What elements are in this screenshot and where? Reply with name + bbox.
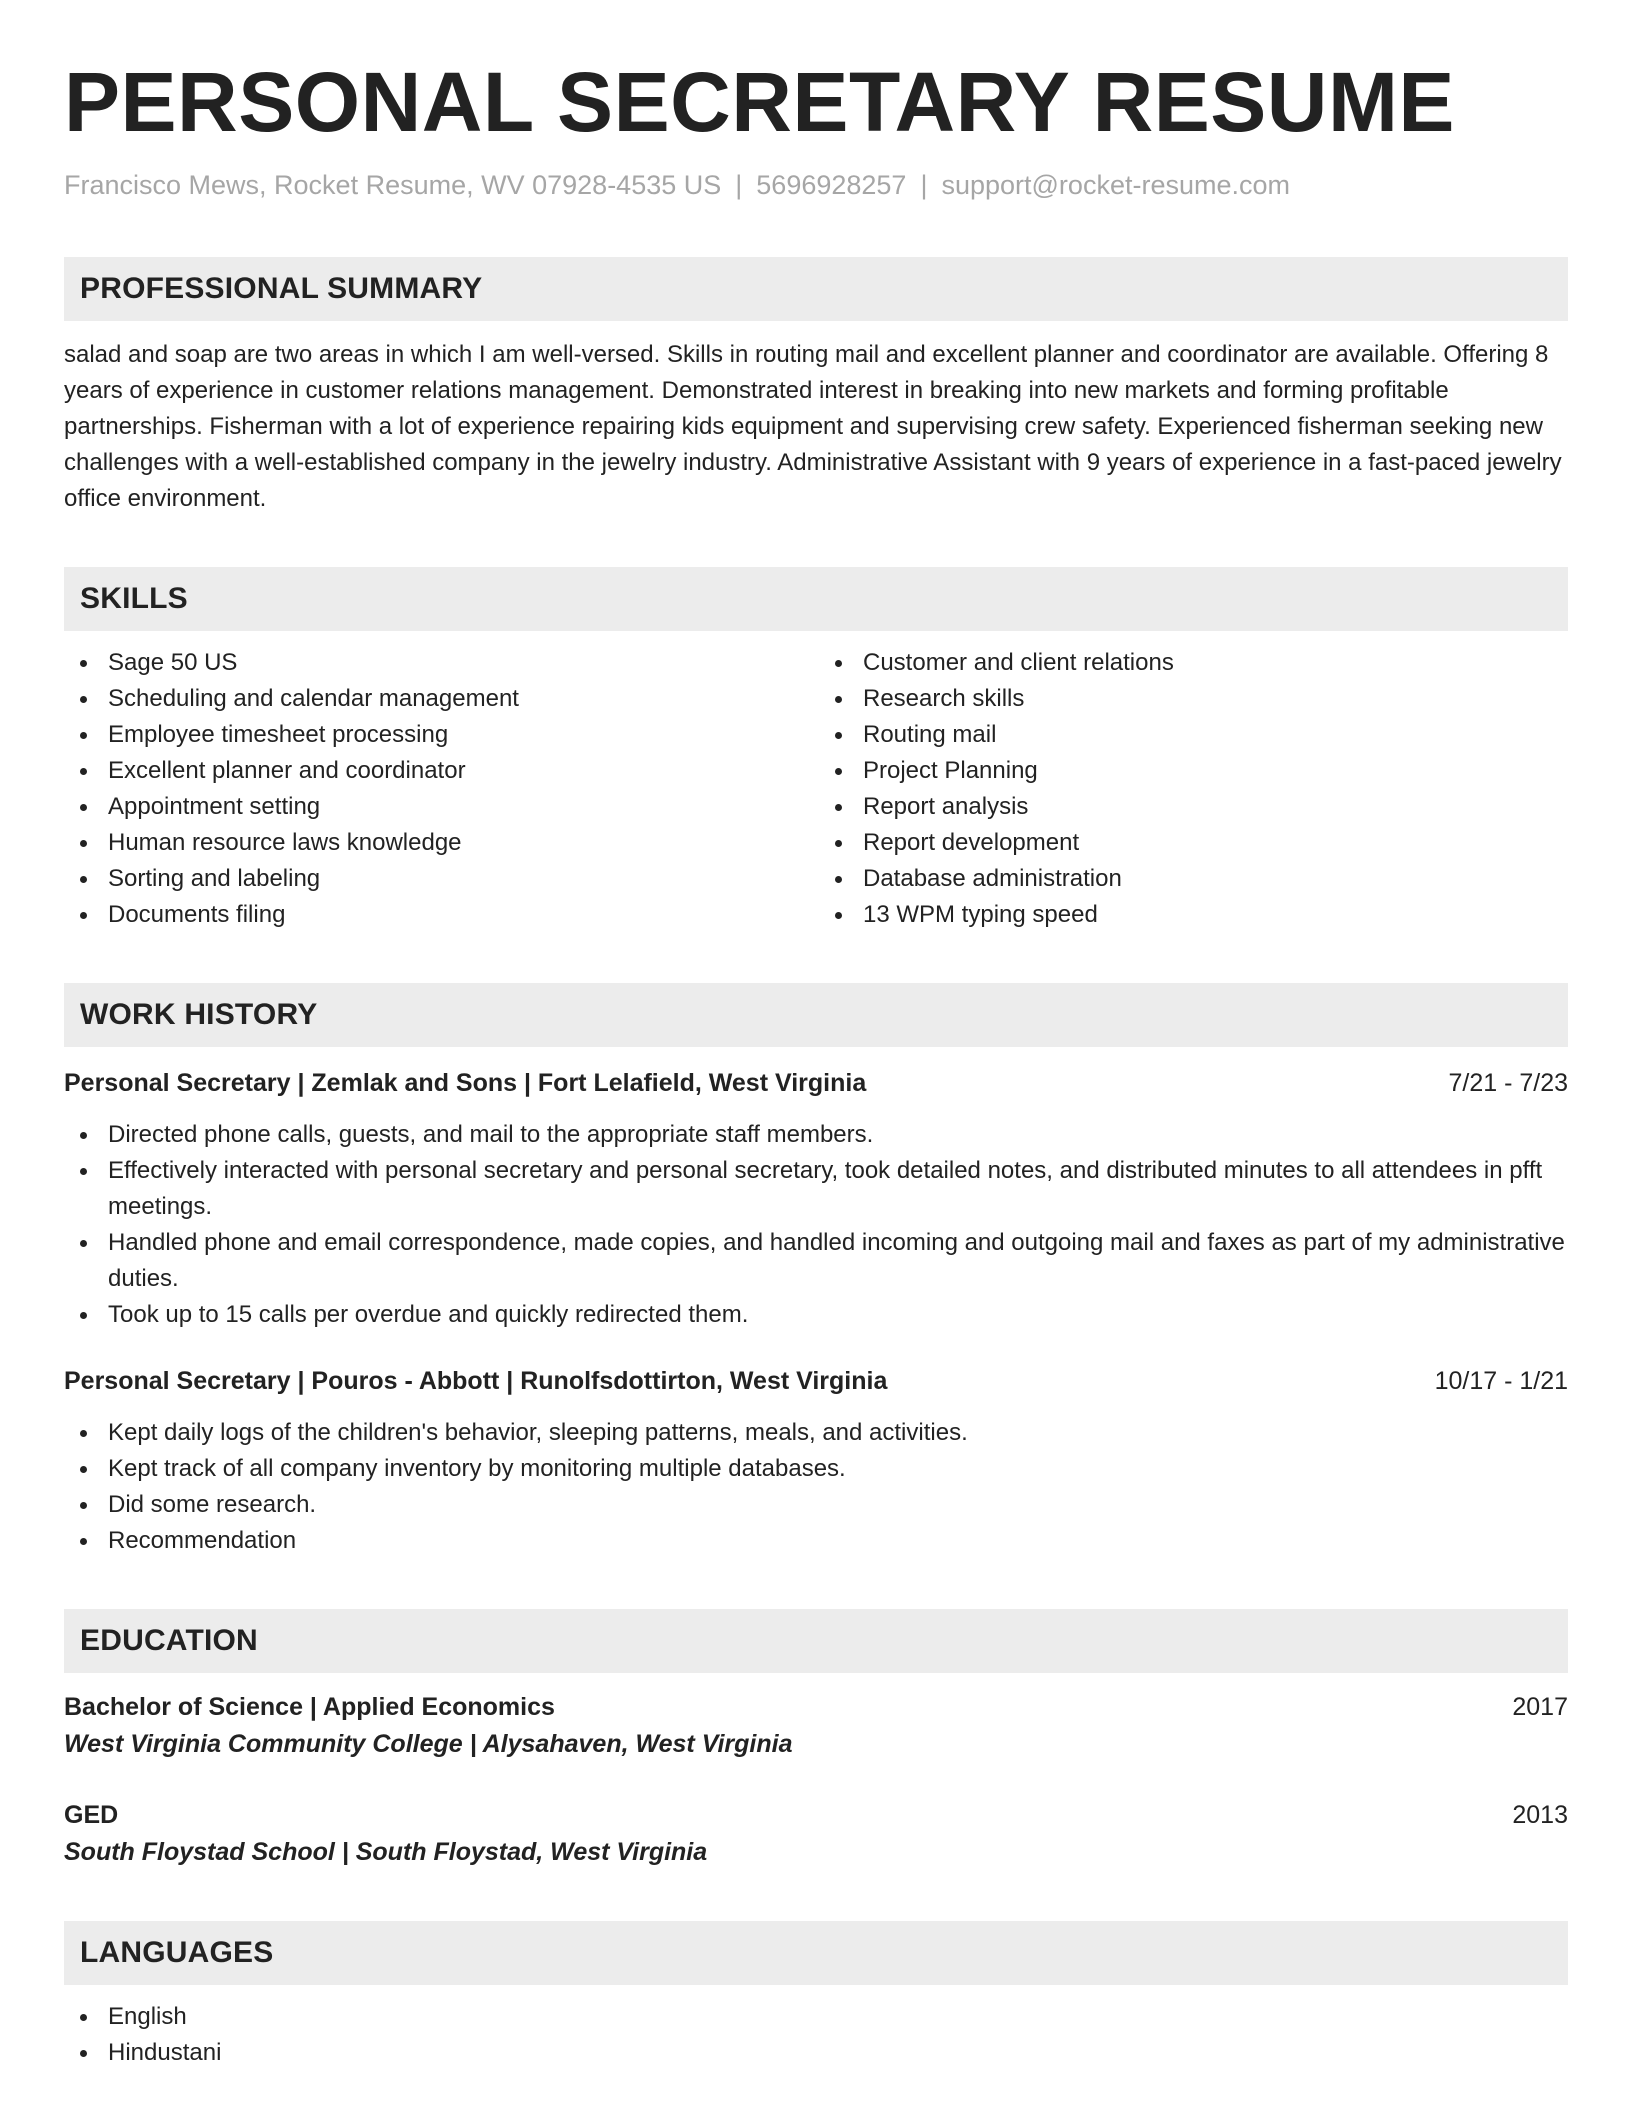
summary-text: salad and soap are two areas in which I am well-versed. Skills in routing mail and excellent planner and coordinator are available. Offering 8 years of experience in customer relations management. Demonstrated interest in breaking into new markets and forming profitable partnerships. Fisherman with a lot of experience repairing kids equipment and supervising crew safety. Experienced fisherman seeking new challenges with a well-established company in the jewelry industry. Administrative Assistant with 9 years of experience in a fast-paced jewelry office environment. (64, 341, 1562, 513)
job-duty: Directed phone calls, guests, and mail to the appropriate staff members. (64, 1117, 1568, 1153)
section-title: WORK HISTORY (80, 998, 318, 1032)
contact-phone: 5696928257 (756, 170, 907, 201)
skill-item: Report analysis (819, 789, 1568, 825)
education-entry (64, 1689, 1568, 1763)
education-degree: GED (64, 1801, 119, 1830)
skill-item: Appointment setting (64, 789, 816, 825)
language-item: Hindustani (64, 2035, 1568, 2071)
job-dates: 10/17 - 1/21 (1434, 1367, 1568, 1396)
skills-column-left (64, 645, 816, 933)
section-header-education (64, 1609, 1568, 1673)
section-header-skills (64, 567, 1568, 631)
contact-line (64, 168, 1568, 203)
section-header-languages (64, 1921, 1568, 1985)
job-duties (64, 1415, 1568, 1559)
contact-email: support@rocket-resume.com (941, 170, 1290, 201)
education-year: 2013 (1512, 1801, 1568, 1830)
skill-item: Project Planning (819, 753, 1568, 789)
job-entry (64, 1363, 1568, 1559)
job-duty: Took up to 15 calls per overdue and quickly redirected them. (64, 1297, 1568, 1333)
section-title: SKILLS (80, 582, 188, 616)
job-header (64, 1065, 1568, 1101)
skill-item: Routing mail (819, 717, 1568, 753)
contact-address: Francisco Mews, Rocket Resume, WV 07928-4535 US (64, 170, 722, 201)
language-item: English (64, 1999, 1568, 2035)
skills-list (64, 645, 1568, 933)
job-duty: Kept track of all company inventory by monitoring multiple databases. (64, 1451, 1568, 1487)
contact-separator: | (920, 170, 928, 201)
job-duty: Recommendation (64, 1523, 1568, 1559)
skill-item: Sorting and labeling (64, 861, 816, 897)
skills-column-right (816, 645, 1568, 933)
skill-item: Human resource laws knowledge (64, 825, 816, 861)
job-duty: Did some research. (64, 1487, 1568, 1523)
job-dates: 7/21 - 7/23 (1448, 1069, 1568, 1098)
section-header-summary (64, 257, 1568, 321)
skill-item: Documents filing (64, 897, 816, 933)
job-duty: Handled phone and email correspondence, made copies, and handled incoming and outgoing mail and faxes as part of my administrative duties. (64, 1225, 1568, 1297)
education-header (64, 1689, 1568, 1725)
contact-separator: | (735, 170, 743, 201)
education-school: West Virginia Community College | Alysahaven, West Virginia (64, 1730, 793, 1759)
job-duty: Kept daily logs of the children's behavior, sleeping patterns, meals, and activities. (64, 1415, 1568, 1451)
education-entry (64, 1797, 1568, 1871)
section-title: PROFESSIONAL SUMMARY (80, 272, 483, 306)
skill-item: Excellent planner and coordinator (64, 753, 816, 789)
job-entry (64, 1065, 1568, 1333)
skill-item: 13 WPM typing speed (819, 897, 1568, 933)
skill-item: Customer and client relations (819, 645, 1568, 681)
education-header (64, 1797, 1568, 1833)
skill-item: Employee timesheet processing (64, 717, 816, 753)
education-degree: Bachelor of Science | Applied Economics (64, 1693, 555, 1722)
resume-title: PERSONAL SECRETARY RESUME (64, 55, 1455, 149)
section-header-work-history (64, 983, 1568, 1047)
skill-item: Report development (819, 825, 1568, 861)
job-header (64, 1363, 1568, 1399)
job-duty: Effectively interacted with personal secretary and personal secretary, took detailed notes, and distributed minutes to all attendees in pfft meetings. (64, 1153, 1568, 1225)
skill-item: Scheduling and calendar management (64, 681, 816, 717)
section-title: LANGUAGES (80, 1936, 274, 1970)
skill-item: Sage 50 US (64, 645, 816, 681)
job-title: Personal Secretary | Zemlak and Sons | Fort Lelafield, West Virginia (64, 1069, 867, 1098)
languages-list (64, 1999, 1568, 2071)
job-title: Personal Secretary | Pouros - Abbott | Runolfsdottirton, West Virginia (64, 1367, 888, 1396)
education-year: 2017 (1512, 1693, 1568, 1722)
job-duties (64, 1117, 1568, 1333)
section-title: EDUCATION (80, 1624, 258, 1658)
skill-item: Database administration (819, 861, 1568, 897)
education-school: South Floystad School | South Floystad, West Virginia (64, 1838, 708, 1867)
skill-item: Research skills (819, 681, 1568, 717)
